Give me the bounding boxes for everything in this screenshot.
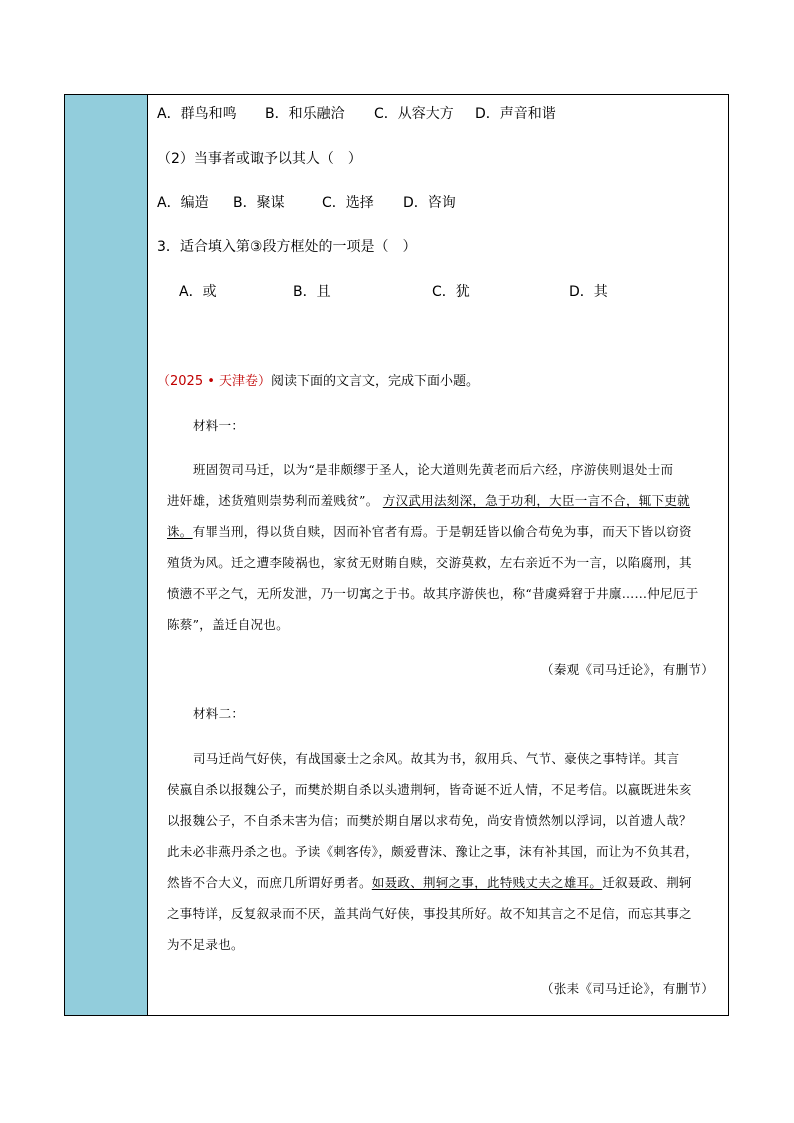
- instruction-text: 阅读下面的文言文，完成下面小题。: [271, 374, 480, 389]
- text-line: 殖货为风。迁之遭李陵祸也，家贫无财賄自赎，交游莫救，左右亲近不为一言，以陷腐刑，其: [167, 555, 692, 570]
- text-segment: 有罪当刑，得以货自赎，因而补官者有焉。于是朝廷皆以偷合苟免为事，而天下皆以窃资: [192, 524, 692, 539]
- text-line: [167, 873, 692, 891]
- underlined-sentence: 如聂政、荆轲之事，此特贱丈夫之雄耳。: [371, 875, 603, 890]
- text-segment: 然皆不合大义，而庶几所谓好勇者。: [167, 875, 372, 890]
- question-stem-2: （2）当事者或诹予以其人（ ）: [157, 151, 362, 167]
- text-line: 侯嬴自杀以报魏公子，而樊於期自杀以头遗荆轲，皆奇诞不近人情，不足考信。以嬴既进朱亥: [167, 782, 692, 797]
- text-segment: 迁叙聂政、荆轲: [602, 875, 692, 890]
- option-c: C．犹: [432, 284, 470, 300]
- option-c: C．选择: [322, 195, 374, 211]
- option-a: A．或: [179, 284, 217, 300]
- material-heading: 材料二：: [193, 706, 245, 721]
- text-line: [167, 491, 690, 509]
- text-line: 此未必非燕丹杀之也。予读《刺客传》，颇爱曹沫、豫让之事，沫有补其国，而让为不负其君，: [167, 844, 699, 859]
- text-line: 为不足录也。: [167, 937, 244, 952]
- option-d: D．其: [569, 284, 608, 300]
- text-line: 陈蔡”，盖迁自况也。: [167, 617, 289, 632]
- text-segment: 进奸雄，述货殖则崇势利而羞贱贫”。: [167, 493, 379, 508]
- material-heading: 材料一：: [193, 418, 245, 433]
- text-line: 以报魏公子，不自杀未害为信；而樊於期自屠以求苟免，尚安肯愤然刎以浮词，以首遗人哉？: [167, 813, 692, 828]
- option-b: B．且: [293, 284, 331, 300]
- citation: （张耒《司马迁论》，有删节）: [541, 981, 714, 996]
- option-a: A．群鸟和鸣: [157, 106, 237, 122]
- reading-instruction: [157, 370, 479, 389]
- sidebar-column: [65, 95, 148, 1015]
- option-a: A．编造: [157, 195, 209, 211]
- underlined-sentence: 诛。: [167, 524, 193, 539]
- text-line: 之事特详，反复叙录而不厌，盖其尚气好侠，事投其所好。故不知其言之不足信，而忘其事之: [167, 906, 692, 921]
- table-frame: [64, 94, 729, 1016]
- option-c: C．从容大方: [374, 106, 454, 122]
- source-tag: （2025 • 天津卷）: [157, 374, 272, 389]
- option-b: B．和乐融洽: [265, 106, 345, 122]
- text-line: 愤懑不平之气，无所发泄，乃一切寓之于书。故其序游侠也，称“昔虞舜窘于井廪……仲尼厄于: [167, 586, 699, 601]
- citation: （秦观《司马迁论》，有删节）: [541, 662, 714, 677]
- text-line: 班固贺司马迁，以为“是非颇缪于圣人，论大道则先黄老而后六经，序游侠则退处士而: [193, 462, 674, 477]
- option-d: D．咨询: [403, 195, 456, 211]
- option-b: B．聚谋: [233, 195, 285, 211]
- content-cell: [148, 95, 728, 1015]
- question-stem-3: 3．适合填入第③段方框处的一项是（ ）: [157, 239, 417, 255]
- option-d: D．声音和谐: [475, 106, 556, 122]
- text-line: 司马迁尚气好侠，有战国豪士之余风。故其为书，叙用兵、气节、豪侠之事特详。其言: [193, 751, 680, 766]
- underlined-sentence: 方汉武用法刻深，急于功利，大臣一言不合，辄下吏就: [382, 493, 690, 508]
- text-line: [167, 522, 692, 540]
